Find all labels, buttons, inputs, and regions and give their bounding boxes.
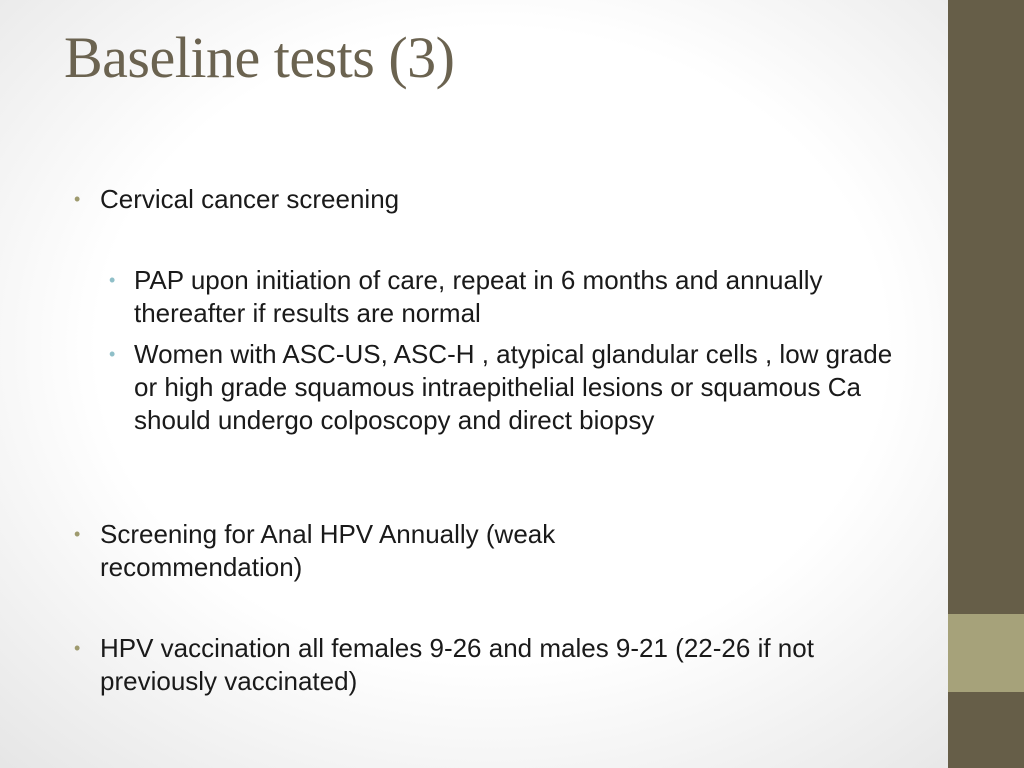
- bullet-icon: •: [109, 344, 116, 364]
- bullet-text: Cervical cancer screening: [100, 184, 400, 214]
- bullet-icon: •: [74, 189, 81, 209]
- bullet-icon: •: [74, 638, 81, 658]
- sidebar-accent-block: [948, 614, 1024, 692]
- sub-bullet-item-pap: [109, 264, 894, 330]
- bullet-text: HPV vaccination all females 9-26 and males 9-21 (22-26 if not previously vaccinated): [100, 633, 814, 696]
- bullet-text: PAP upon initiation of care, repeat in 6 months and annually thereafter if results are normal: [134, 265, 823, 328]
- bullet-text: Screening for Anal HPV Annually (weak recommendation): [100, 519, 556, 582]
- sub-bullet-item-colposcopy: [109, 338, 894, 437]
- bullet-item-anal-hpv: [74, 518, 700, 584]
- bullet-text: Women with ASC-US, ASC-H , atypical glandular cells , low grade or high grade squamous intraepithelial lesions or squamous Ca should undergo colposcopy and direct biopsy: [134, 339, 893, 435]
- bullet-icon: •: [74, 524, 81, 544]
- bullet-item-cervical-screening: [74, 183, 920, 216]
- slide-title: Baseline tests (3): [64, 25, 455, 90]
- bullet-item-hpv-vaccination: [74, 632, 910, 698]
- bullet-icon: •: [109, 270, 116, 290]
